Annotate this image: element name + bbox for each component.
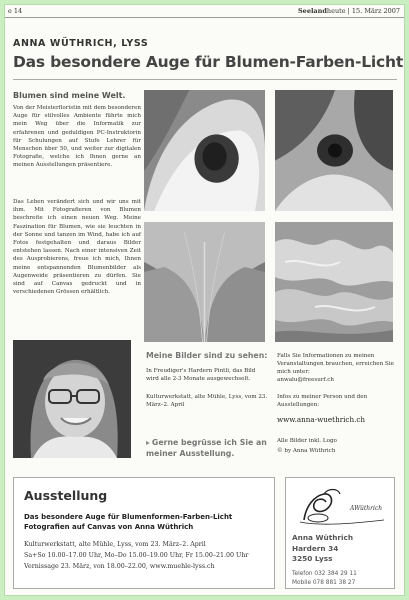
arrow-right-icon: ▸ — [146, 438, 150, 447]
exhibitions-heading: Meine Bilder sind zu sehen: — [146, 351, 268, 360]
headline-divider — [13, 79, 397, 80]
exhibition-box-subtitle-2: Fotografien auf Canvas von Anna Wüthrich — [24, 523, 194, 531]
contact-card — [285, 477, 395, 589]
contact-name: Anna Wüthrich — [292, 533, 354, 542]
paper-name: Seeland — [297, 7, 327, 15]
contact-email[interactable]: anwalu@freesurf.ch — [277, 377, 334, 383]
contact-phone: Telefon 032 384 29 11 — [292, 571, 357, 577]
exhibition-venue-2: Kulturwerkstatt, alte Mühle, Lyss, vom 23. März–2. April — [146, 394, 268, 408]
contact-mobile: Mobile 078 881 38 27 — [292, 580, 356, 586]
person-info-text: Infos zu meiner Person und den Ausstellungen: — [277, 394, 368, 408]
paper-suffix: heute — [326, 7, 346, 15]
body-paragraph-1: Von der Meisterfloristin mit dem besonderen Auge für stilvolles Ambiente führte mich mein Weg über die Informatik zur erfahrenen und geduldigen PC-Instruktorin für Schulungen auf Stufe Lehrer für Menschen über 50, und weiter zur digitalen Fotografie, welche ich Ihnen gerne an meinen Ausstellungen präsentiere. — [13, 105, 141, 169]
exhibition-box-hours: Sa+So 10.00–17.00 Uhr, Mo–Do 15.00–19.00 Uhr, Fr 15.00–21.00 Uhr — [24, 552, 249, 559]
masthead-right: Seelandheute | 15. März 2007 — [297, 7, 400, 15]
author-line: ANNA WÜTHRICH, LYSS — [13, 38, 149, 49]
contact-city: 3250 Lyss — [292, 554, 333, 563]
contact-info-text — [277, 352, 395, 384]
flower-photo-poppy — [275, 90, 393, 211]
exhibition-box — [13, 477, 275, 589]
credit-line-1: Alle Bilder inkl. Logo — [277, 438, 337, 444]
author-portrait — [13, 340, 131, 458]
exhibition-box-subtitle-1: Das besondere Auge für Blumenformen-Farben-Licht — [24, 513, 233, 521]
flower-photo-calla — [144, 90, 265, 211]
issue-date: 15. März 2007 — [351, 7, 400, 15]
exhibition-box-title: Ausstellung — [24, 488, 108, 503]
logo-lettering: AWüthrich — [350, 505, 383, 512]
body-paragraph-2: Das Leben verändert sich und wir uns mit ihm. Mit Fotografieren von Blumen beschreite ich einen neuen Weg. Meine Faszination für Blumen, wie sie leuchten in der Sonne und tanzen im Wind, habe ich auf Fotos festgehalten und daraus Bilder entstehen lassen. Nach einer intensiven Zeit des Ausprobierens, freue ich mich, Ihnen meine entspannenden Blumenbilder als Augenweide präsentieren zu dürfen. Sie sind auf Canvas gedruckt und in verschiedenen Grössen erhältlich. — [13, 199, 141, 296]
exhibition-box-vernissage: Vernissage 23. März, von 18.00–22.00, www.muehle-lyss.ch — [24, 563, 215, 570]
welcome-text: Gerne begrüsse ich Sie an meiner Ausstellung. — [146, 438, 267, 458]
exhibition-venue-1: In Freudiger's Hardern Pintli, das Bild wird alle 2-3 Monate ausgewechselt. — [146, 368, 256, 382]
website-link[interactable]: www.anna-wuethrich.ch — [277, 415, 366, 424]
exhibition-box-venue: Kulturwerkstatt, alte Mühle, Lyss, vom 23. März–2. April — [24, 541, 206, 548]
page-number: e 14 — [8, 7, 23, 15]
contact-info-label: Falls Sie Informationen zu meinen Veranstaltungen brauchen, erreichen Sie mich unter: — [277, 353, 394, 375]
credit-line-2: © by Anna Wüthrich — [277, 448, 336, 454]
headline: Das besondere Auge für Blumen-Farben-Licht — [13, 53, 404, 71]
masthead — [5, 5, 404, 18]
article-subhead: Blumen sind meine Welt. — [13, 91, 126, 100]
welcome-note — [146, 437, 268, 459]
contact-street: Hardern 34 — [292, 544, 339, 553]
artist-logo — [294, 484, 390, 528]
flower-photo-carnation — [275, 222, 393, 342]
newspaper-page — [5, 5, 404, 595]
flower-photo-tulip — [144, 222, 265, 342]
